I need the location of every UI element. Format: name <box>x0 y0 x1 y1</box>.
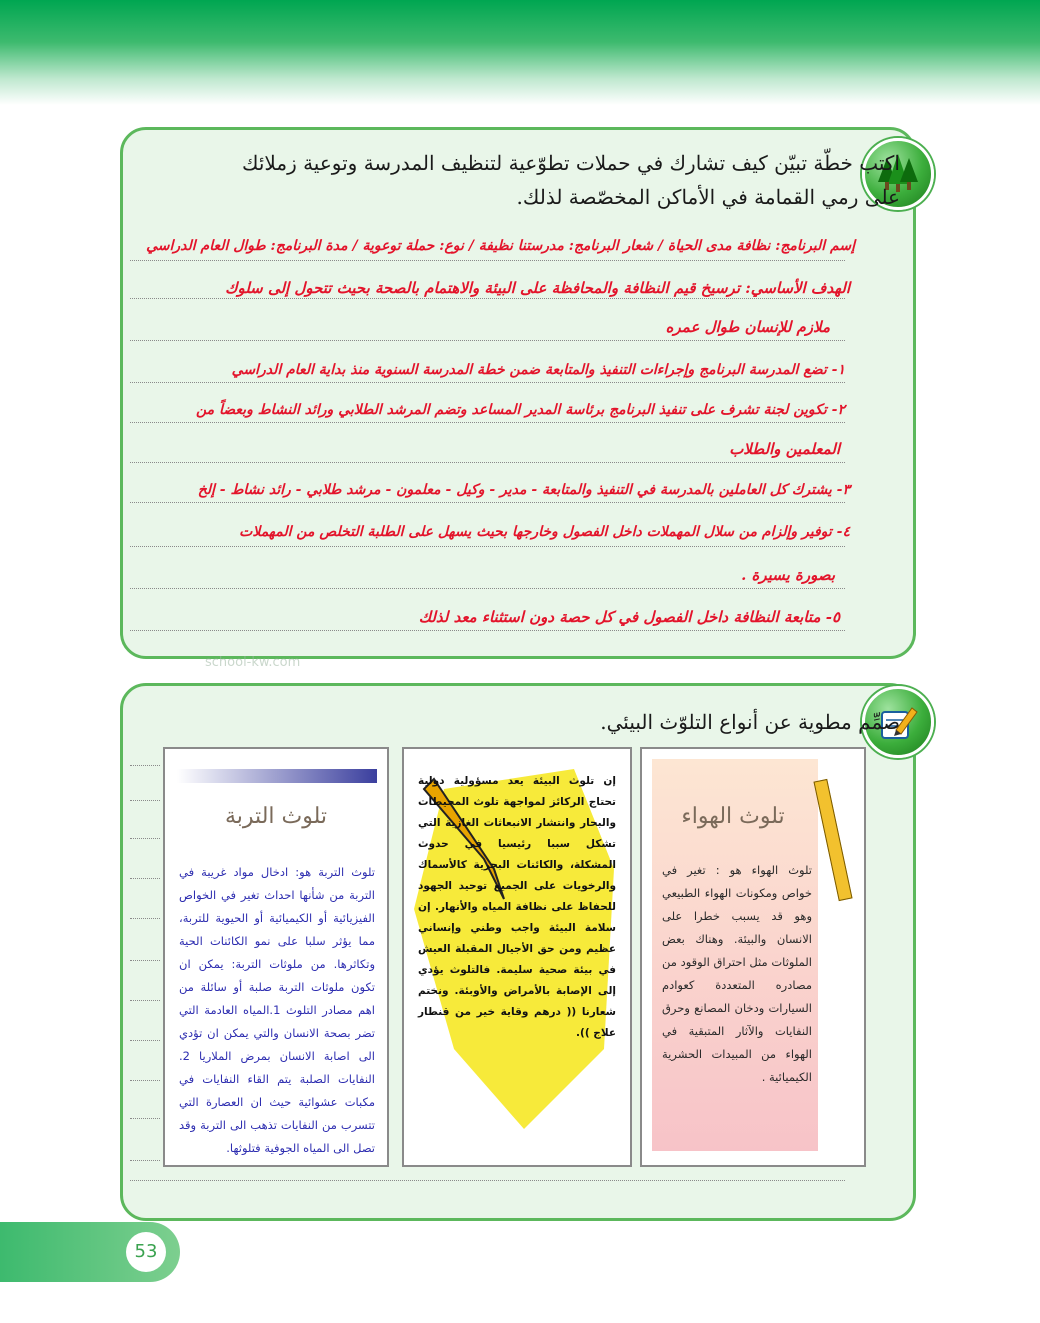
answer-line: المعلمين والطلاب <box>729 440 840 458</box>
panel-header-bar <box>177 769 377 783</box>
answer-line: الهدف الأساسي: ترسيخ قيم النظافة والمحافظة على البيئة والاهتمام بالصحة بحيث تتحول إلى سلوك <box>225 279 850 297</box>
panel-air-text: تلوث الهواء هو : تغير في خواص ومكونات الهواء الطبيعي وهو قد يسبب خطرا على الانسان والبيئة. وهناك بعض الملوثات مثل احتراق الوقود من مصادره المتعددة كعوادم السيارات ودخان المصانع وحرق النفايات والآثار المتبقية في الهواء من المبيدات الحشرية الكيميائية . <box>662 863 812 1084</box>
panel-water-text: إن تلوث البيئة يعد مسؤولية دولية تحتاج الركائز لمواجهة تلوث المحيطات والبحار وانتشار الانبعاثات الغازية التي تشكل سببا رئيسيا في حدوث المشكلة، والكائنات البحرية كالأسماك والرخويات على الجميع توحيد الجهود للحفاظ على نظافة المياه والأنهار. إن سلامة البيئة واجب وطني وإنساني عظيم ومن حق الأجيال المقبلة العيش في بيئة صحية سليمة. فالتلوث يؤدي إلى الإصابة بالأمراض والأوبئة. ونختم شعارنا (( درهم وقاية خير من قنطار علاج )). <box>418 775 616 1039</box>
top-header-band <box>0 0 1040 105</box>
answer-line: بصورة يسيرة . <box>741 566 835 584</box>
answer-line: ٥- متابعة النظافة داخل الفصول في كل حصة دون استثناء معد لذلك <box>418 608 840 626</box>
watermark: school-kw.com <box>205 655 301 670</box>
activity1-prompt-line2: على رمي القمامة في الأماكن المخصّصة لذلك. <box>516 185 900 209</box>
answer-line: ٤- توفير وإلزام من سلال المهملات داخل الفصول وخارجها بحيث يسهل على الطلبة التخلص من المهملات <box>239 524 850 540</box>
panel-soil-text: تلوث التربة هو: ادخال مواد غريبة في التربة من شأنها احداث تغير في الخواص الفيزيائية أو الكيميائية أو الحيوية للتربة، مما يؤثر سلبا على نمو الكائنات الحية وتكاثرها. من ملوثات التربة: يمكن ان تكون ملوثات التربة صلبة أو سائلة من اهم مصادر التلوث 1.المياه العادمة التي تضر بصحة الانسان والتي يمكن ان تؤدي الى اصابة الانسان بمرض الملاريا 2. النفايات الصلبة يتم القاء النفايات في مكبات عشوائية حيث ان العصارة التي تتسرب من النفايات تذهب الى التربة وقد تصل الى المياه الجوفية فتلوثها. <box>179 865 376 1155</box>
answer-line: ملازم للإنسان طوال عمره <box>665 318 830 336</box>
page-number: 53 <box>126 1232 166 1272</box>
answer-line: ١- تضع المدرسة البرنامج وإجراءات التنفيذ والمتابعة ضمن خطة المدرسة السنوية منذ بداية العام الدراسي <box>231 362 845 378</box>
page-number-tab <box>0 1222 180 1282</box>
panel-soil-title: تلوث التربة <box>225 804 327 829</box>
answer-line: ٣- يشترك كل العاملين بالمدرسة في التنفيذ والمتابعة - مدير - وكيل - معلمون - مرشد طلابي - رائد نشاط - إلخ <box>197 482 850 498</box>
activity2-prompt: صمِّم مطوية عن أنواع التلوّث البيئي. <box>600 710 900 734</box>
answer-line: إسم البرنامج: نظافة مدى الحياة / شعار البرنامج: مدرستنا نظيفة / نوع: حملة توعوية / مدة البرنامج: طوال العام الدراسي <box>146 238 855 254</box>
pencil-icon <box>813 779 852 901</box>
activity1-prompt-line1: اكتب خطّة تبيّن كيف تشارك في حملات تطوّعية لتنظيف المدرسة وتوعية زملائك <box>242 151 900 175</box>
brochure-panel-water <box>402 747 632 1167</box>
brochure-panel-soil <box>163 747 389 1167</box>
answer-line: ٢- تكوين لجنة تشرف على تنفيذ البرنامج برئاسة المدير المساعد وتضم المرشد الطلابي ورائد النشاط وبعضاً من <box>195 402 845 418</box>
brochure-panel-air <box>640 747 866 1167</box>
panel-air-title: تلوث الهواء <box>681 804 785 829</box>
activity1-prompt <box>200 146 900 214</box>
